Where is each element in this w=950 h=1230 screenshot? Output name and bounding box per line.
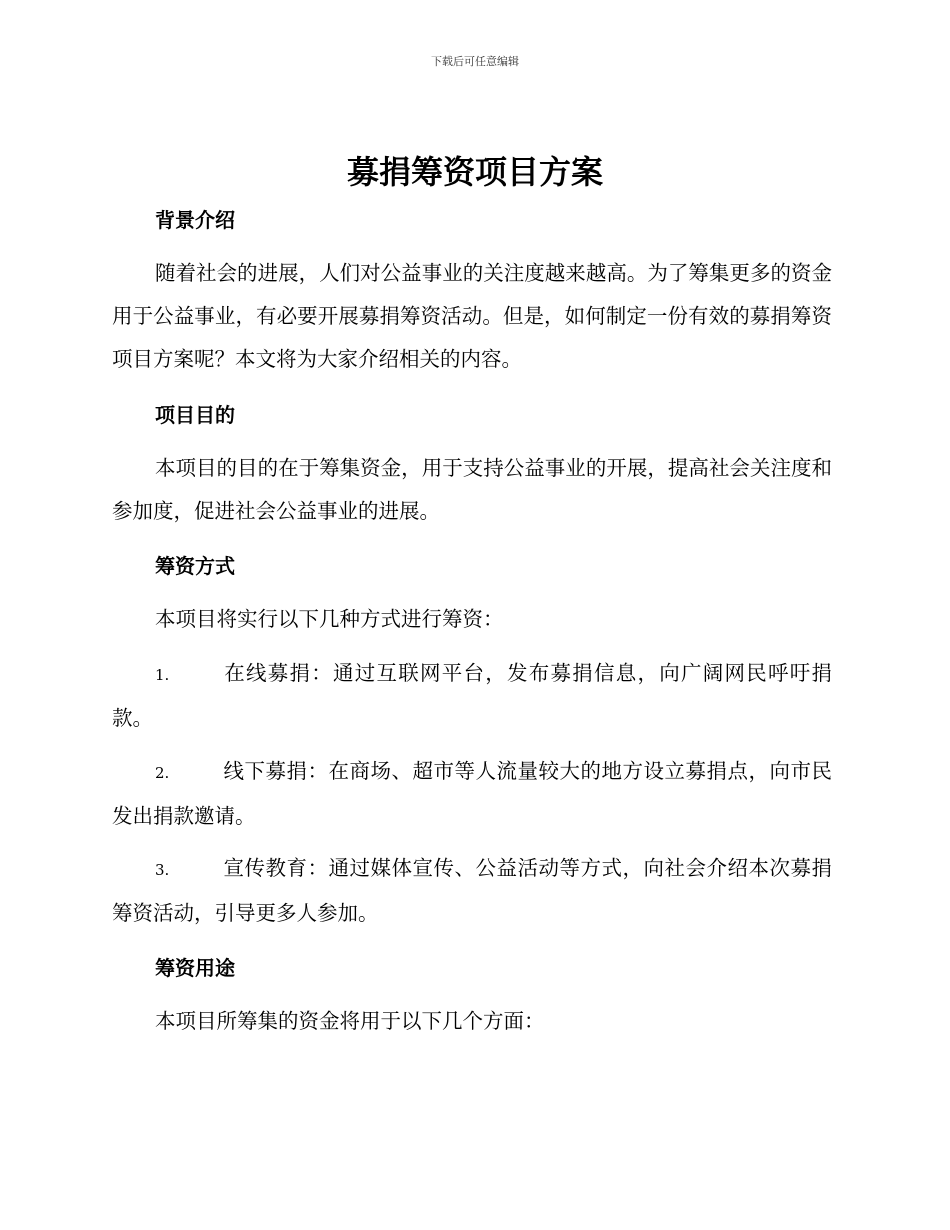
list-item [112,750,832,838]
list-item-text: 线下募捐：在商场、超市等人流量较大的地方设立募捐点，向市民发出捐款邀请。 [112,759,832,828]
list-item [112,652,832,740]
paragraph-background: 随着社会的进展，人们对公益事业的关注度越来越高。为了筹集更多的资金用于公益事业，有必要开展募捐筹资活动。但是，如何制定一份有效的募捐筹资项目方案呢？本文将为大家介绍相关的内容。 [112,261,832,371]
paragraph-funding-methods-intro: 本项目将实行以下几种方式进行筹资： [155,607,504,631]
list-item-number: 1. [155,666,170,684]
paragraph-purpose: 本项目的目的在于筹集资金，用于支持公益事业的开展，提高社会关注度和参加度，促进社会公益事业的进展。 [112,456,832,523]
section-heading-purpose: 项目目的 [155,403,235,427]
section-heading-background: 背景介绍 [155,208,235,232]
list-item-text: 宣传教育：通过媒体宣传、公益活动等方式，向社会介绍本次募捐筹资活动，引导更多人参加。 [112,856,832,925]
section-heading-fund-usage: 筹资用途 [155,956,235,980]
document-title: 募捐筹资项目方案 [346,153,603,191]
list-item-number: 3. [155,861,170,879]
paragraph-fund-usage-intro: 本项目所筹集的资金将用于以下几个方面： [155,1009,545,1033]
list-item-text: 在线募捐：通过互联网平台，发布募捐信息，向广阔网民呼吁捐款。 [112,661,832,730]
list-item-number: 2. [155,764,170,782]
header-note: 下载后可任意编辑 [431,55,519,68]
section-heading-funding-methods: 筹资方式 [155,554,235,578]
list-item [112,847,832,935]
